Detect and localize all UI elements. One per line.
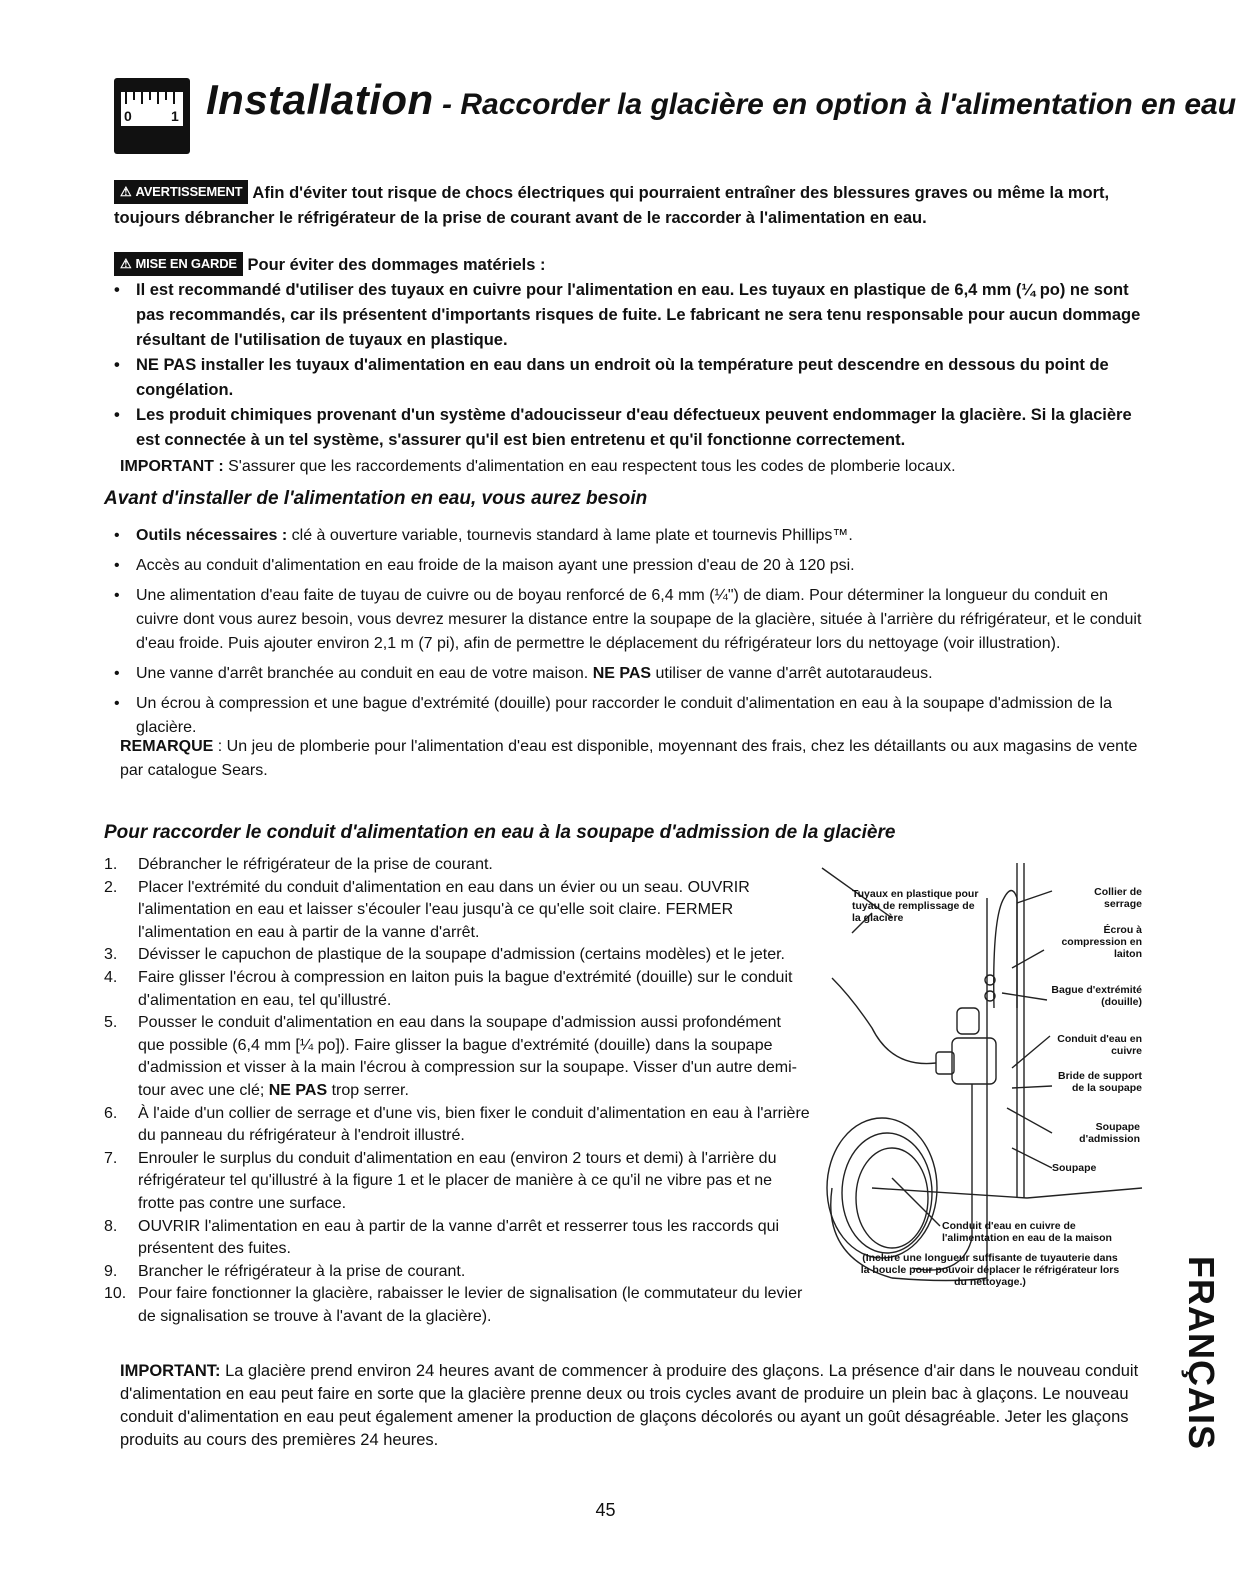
step-text: Pour faire fonctionner la glacière, rabaisser le levier de signalisation (le commutateur du levier de signalisation se trouve à l'avant de la glacière). [138,1285,803,1325]
remark-text: : Un jeu de plomberie pour l'alimentation d'eau est disponible, moyennant des frais, chez les détaillants ou aux magasins de vente par catalogue Sears. [120,738,1138,779]
warning-badge-label: AVERTISSEMENT [135,184,243,199]
requirement-text: Une alimentation d'eau faite de tuyau de cuivre ou de boyau renforcé de 6,4 mm (¼") de diam. Pour déterminer la longueur du conduit en cuivre dont vous aurez besoin, vous devrez mesurer la distance entre la soupape de la glacière, située à l'arrière du réfrigérateur, et le conduit d'eau froide. Puis ajouter environ 2,1 m (7 pi), afin de permettre le déplacement du réfrigérateur lors du nettoyage (voir illustration). [136,587,1142,652]
requirement-text: utiliser de vanne d'arrêt autotaraudeus. [651,665,933,682]
label-loop-note: (Inclure une longueur suffisante de tuyauterie dans la boucle pour pouvoir déplacer le réfrigérateur lors du nettoyage.) [860,1252,1120,1288]
step-text: Faire glisser l'écrou à compression en laiton puis la bague d'extrémité (douille) sur le conduit d'alimentation en eau, tel qu'illustré. [138,968,793,1009]
requirement-item [114,692,1154,740]
step-item [104,1216,810,1261]
warning-triangle-icon: ⚠ [120,184,132,199]
label-valve: Soupape [1052,1162,1097,1174]
caution-badge [114,252,243,276]
step-text: OUVRIR l'alimentation en eau à partir de la vanne d'arrêt et resserrer tous les raccords qui présentent des fuites. [138,1217,780,1258]
requirement-text: clé à ouverture variable, tournevis standard à lame plate et tournevis Phillips™. [287,527,853,544]
water-line-diagram [812,858,1152,1328]
requirement-bold: Outils nécessaires : [136,527,288,544]
label-copper-line: Conduit d'eau en cuivre [1057,1033,1142,1057]
step-text: À l'aide d'un collier de serrage et d'une vis, bien fixer le conduit d'alimentation en eau à l'arrière du panneau du réfrigérateur à l'endroit illustré. [138,1104,810,1145]
warning-text: Afin d'éviter tout risque de chocs électriques qui pourraient entraîner des blessures graves ou même la mort, toujours débrancher le réfrigérateur de la prise de courant avant de le raccorder à l'alimentation en eau. [114,184,1110,227]
caution-badge-label: MISE EN GARDE [135,256,237,271]
label-house-line: Conduit d'eau en cuivre de l'alimentation en eau de la maison [942,1220,1112,1244]
caution-item: • NE PAS installer les tuyaux d'alimentation en eau dans un endroit où la température peut descendre en dessous du point de congélation. [114,353,1154,403]
ruler-number-1: 1 [171,108,179,124]
step-item [104,967,810,1012]
caution-header [114,252,1154,278]
step-number: 9. [104,1262,118,1280]
step-bold: NE PAS [268,1081,328,1099]
step-item [104,1283,810,1328]
step-number: 5. [104,1014,118,1032]
label-plastic-tube: Tuyaux en plastique pour tuyau de remplissage de la glacière [852,888,979,924]
step-number: 8. [104,1217,118,1235]
step-text: Placer l'extrémité du conduit d'alimentation en eau dans un évier ou un seau. OUVRIR l'alimentation en eau et laisser s'écouler l'eau jusqu'à ce qu'elle soit claire. FERMER l'alimentation en eau à partir de la vanne d'arrêt. [138,878,750,941]
step-item [104,1148,810,1216]
step-number: 10. [104,1285,127,1303]
caution-item: • Il est recommandé d'utiliser des tuyaux en cuivre pour l'alimentation en eau. Les tuyaux en plastique de 6,4 mm (¼ po) ne sont pas recommandés, car ils présentent d'importants risques de fuite. Le fabricant ne sera tenu responsable pour aucun dommage résultant de l'utilisation de tuyaux en plastique. [114,278,1154,353]
caution-triangle-icon: ⚠ [120,256,132,271]
step-item [104,1012,810,1102]
step-text: Brancher le réfrigérateur à la prise de courant. [138,1262,466,1280]
step-number: 4. [104,968,118,986]
page-title [206,76,1236,124]
caution-intro: Pour éviter des dommages matériels : [247,256,546,274]
requirement-item [114,554,1154,578]
language-tab [1156,1256,1222,1450]
warning-block [114,180,1154,231]
requirement-item [114,584,1154,656]
section-heading-requirements: Avant d'installer de l'alimentation en eau, vous aurez besoin [104,488,648,509]
requirement-item [114,524,1154,548]
step-item [104,854,810,877]
title-subtitle: - Raccorder la glacière en option à l'alimentation en eau [433,88,1236,121]
ruler-number-0: 0 [124,108,132,124]
important-label: IMPORTANT : [120,458,224,475]
requirement-bold: NE PAS [592,665,652,682]
ruler-icon [114,78,190,154]
requirement-item [114,662,1154,686]
requirements-list [114,524,1154,746]
step-text: trop serrer. [327,1081,409,1099]
remark-note [120,735,1160,783]
label-ferrule: Bague d'extrémité (douille) [1051,984,1142,1008]
label-clamp: Collier de serrage [1094,886,1142,910]
step-text: Débrancher le réfrigérateur de la prise de courant. [138,856,493,873]
language-label: FRANÇAIS [1181,1256,1222,1450]
remark-label: REMARQUE [120,738,214,755]
important-text: S'assurer que les raccordements d'alimentation en eau respectent tous les codes de plomberie locaux. [223,458,956,475]
important-note-1 [120,455,1160,479]
important-text: La glacière prend environ 24 heures avant de commencer à produire des glaçons. La présence d'air dans le nouveau conduit d'alimentation en eau peut faire en sorte que la glacière prenne deux ou trois cycles avant de produire un plein bac à glaçons. Le nouveau conduit d'alimentation en eau peut également amener la production de glaçons décolorés ou ayant un goût désagréable. Jeter les glaçons produits au cours des premières 24 heures. [120,1362,1139,1449]
steps-list [104,854,810,1328]
important-note-2 [120,1360,1160,1452]
step-number: 7. [104,1149,118,1167]
step-text: Enrouler le surplus du conduit d'alimentation en eau (environ 2 tours et demi) à l'arrière du réfrigérateur tel qu'illustré à la figure 1 et le placer de manière à ce qu'il ne vibre pas et ne frotte pas contre une surface. [138,1149,777,1212]
step-text: Dévisser le capuchon de plastique de la soupape d'admission (certains modèles) et le jeter. [138,946,785,964]
warning-badge [114,180,248,204]
requirement-text: Une vanne d'arrêt branchée au conduit en eau de votre maison. [136,665,593,682]
requirement-text: Accès au conduit d'alimentation en eau froide de la maison ayant une pression d'eau de 20 à 120 psi. [136,557,855,574]
requirement-text: Un écrou à compression et une bague d'extrémité (douille) pour raccorder le conduit d'alimentation en eau à la soupape d'admission de la glacière. [136,695,1112,736]
section-heading-connect: Pour raccorder le conduit d'alimentation en eau à la soupape d'admission de la glacière [104,822,896,843]
caution-list [114,278,1154,453]
caution-item: • Les produit chimiques provenant d'un système d'adoucisseur d'eau défectueux peuvent endommager la glacière. Si la glacière est connectée à un tel système, s'assurer qu'il est bien entretenu et qu'il fonctionne correctement. [114,403,1154,453]
step-number: 2. [104,878,118,896]
step-item [104,944,810,967]
label-nut: Écrou à compression en laiton [1061,924,1142,960]
step-item [104,877,810,945]
page-number: 45 [595,1500,616,1520]
step-item [104,1261,810,1284]
title-main: Installation [206,76,434,123]
step-text: Pousser le conduit d'alimentation en eau dans la soupape d'admission aussi profondément que possible (6,4 mm [¼ po]). Faire glisser la bague d'extrémité (douille) dans la soupape d'admission et visser à la main l'écrou à compression sur la soupape. Visser d'un autre demi-tour avec une clé; [138,1014,797,1099]
label-inlet-valve: Soupape d'admission [1079,1121,1140,1145]
step-item [104,1103,810,1148]
important-label: IMPORTANT: [120,1362,221,1380]
step-number: 6. [104,1104,118,1122]
step-number: 1. [104,856,118,873]
step-number: 3. [104,946,118,964]
label-bracket: Bride de support de la soupape [1057,1070,1142,1094]
